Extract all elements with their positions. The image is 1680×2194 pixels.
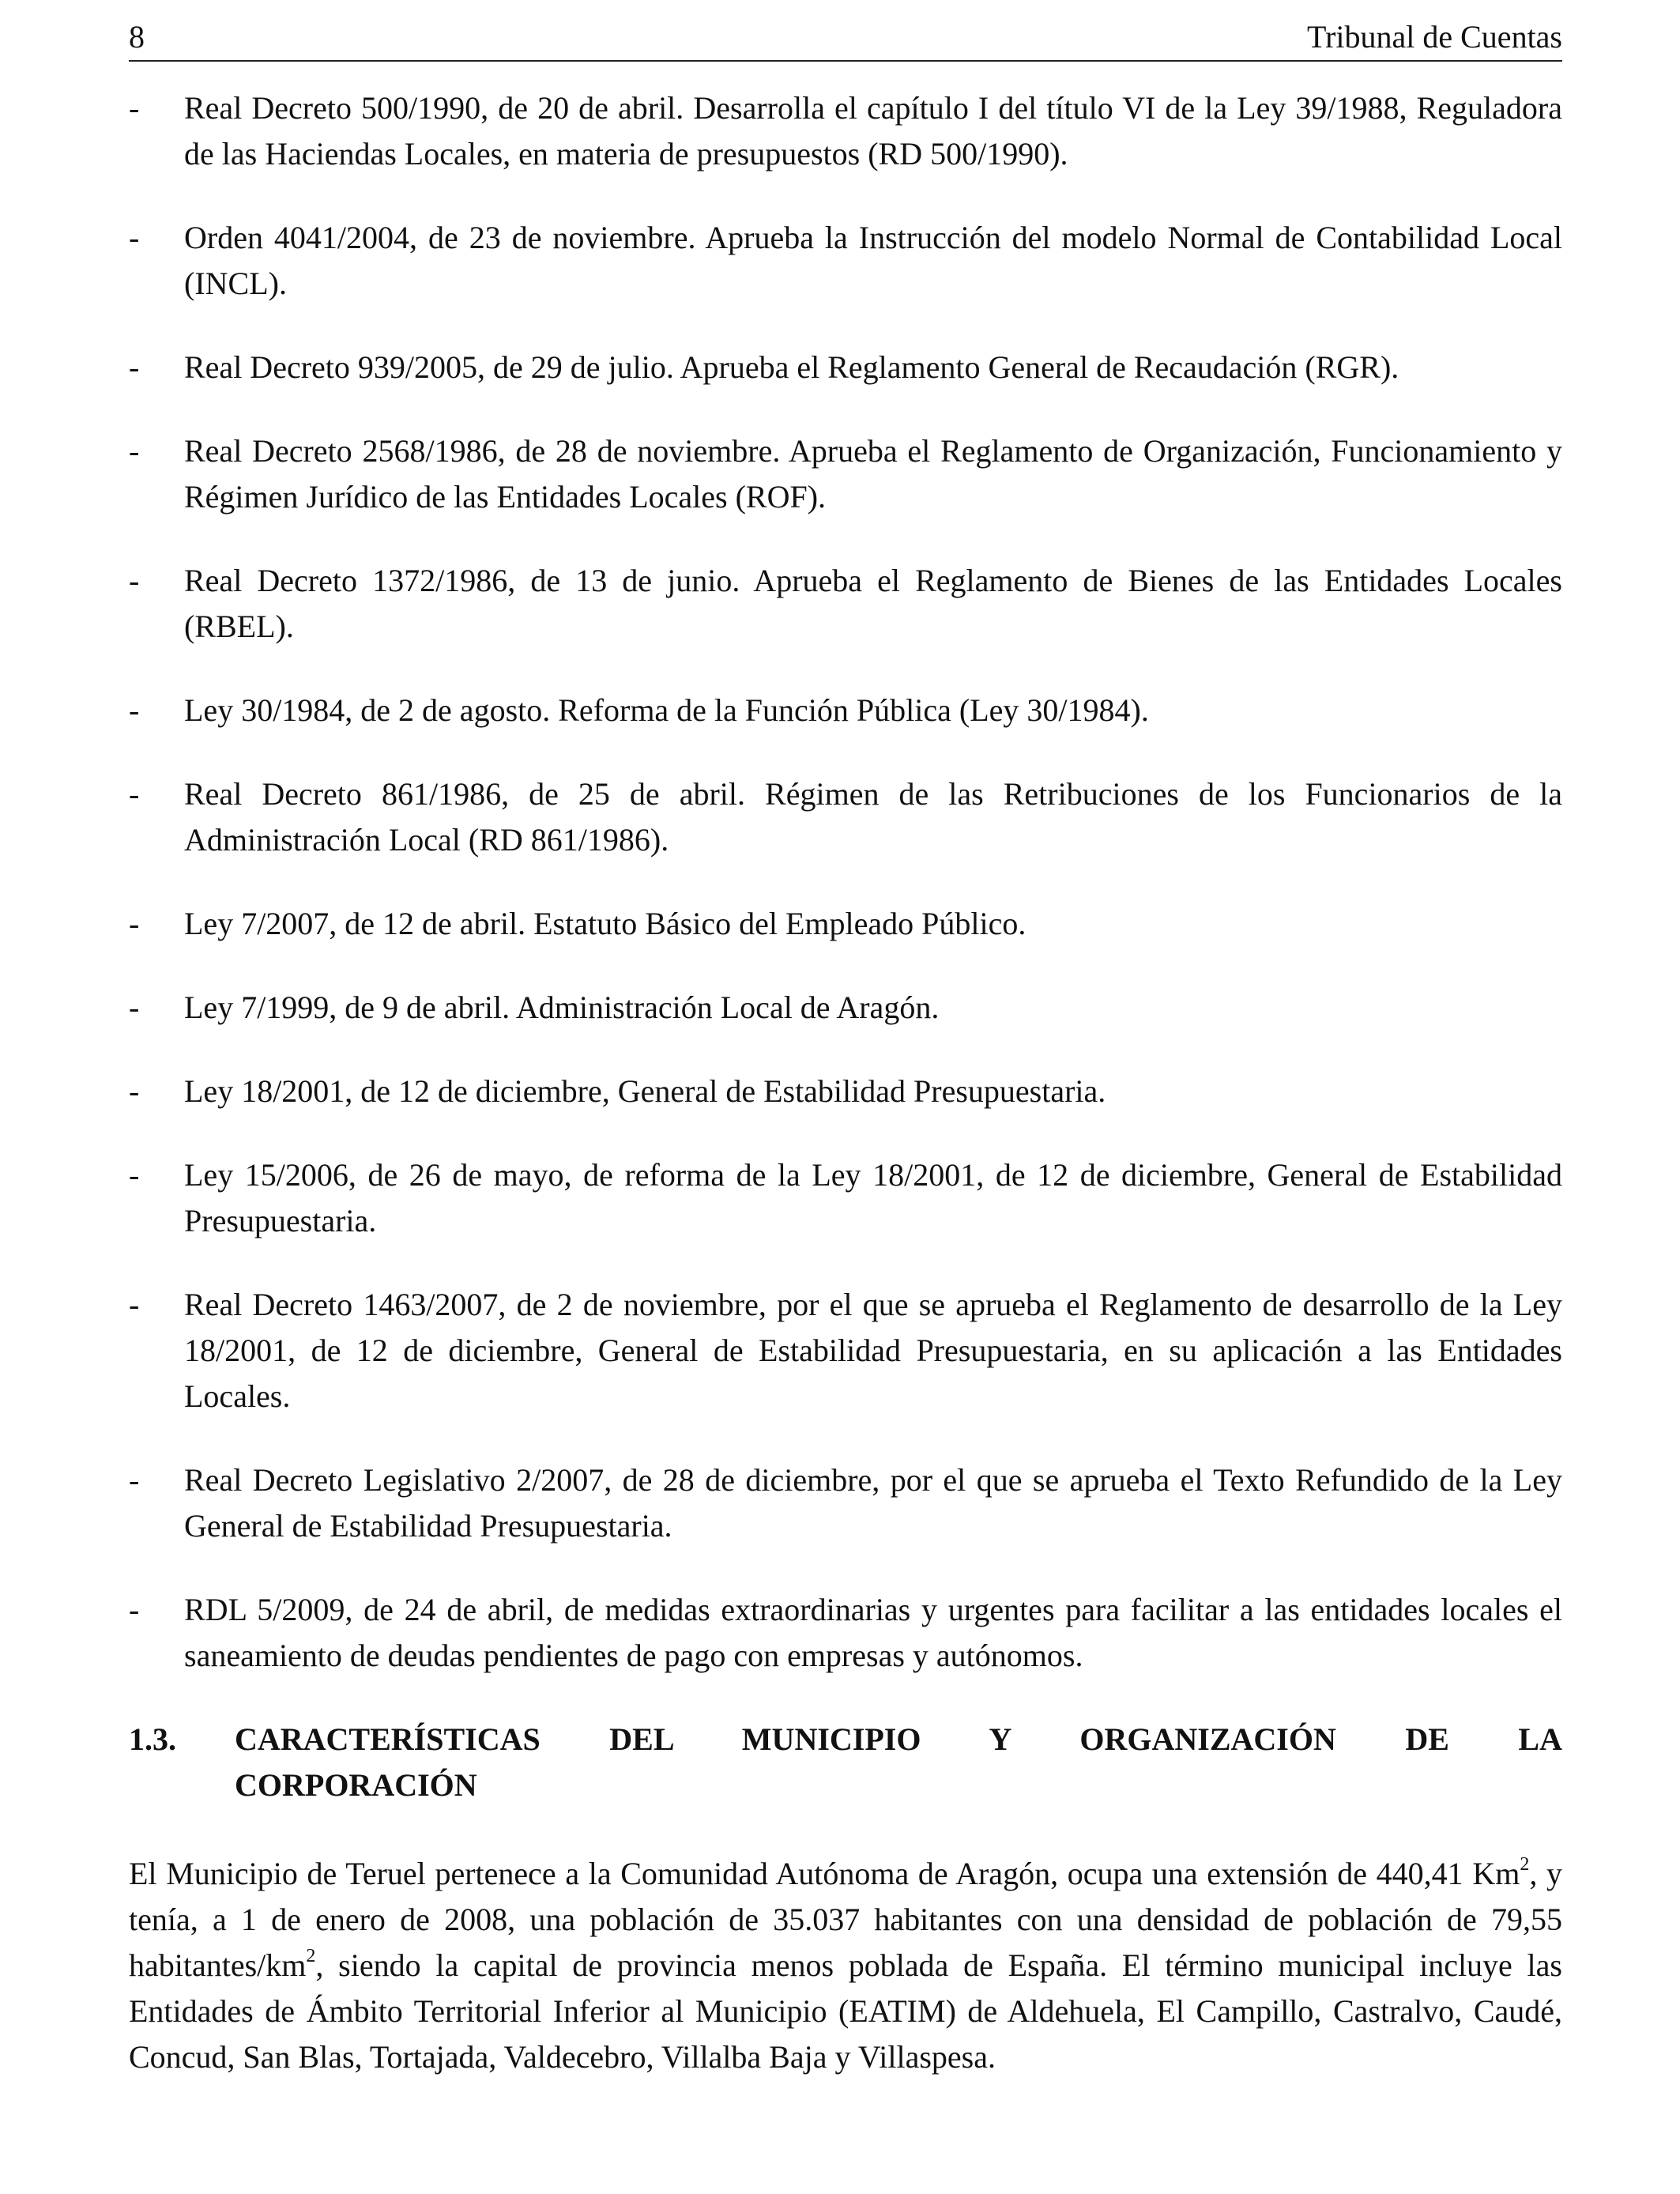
- document-page: [129, 17, 1562, 2112]
- list-dash: -: [129, 1287, 140, 1322]
- list-dash: -: [129, 1462, 140, 1498]
- paragraph-text-1: El Municipio de Teruel pertenece a la Comunidad Autónoma de Aragón, ocupa una extensión de 440,41 Km: [129, 1856, 1520, 1891]
- list-item: [129, 901, 1562, 947]
- list-item: [129, 1152, 1562, 1244]
- list-item-text: Real Decreto 1463/2007, de 2 de noviembre, por el que se aprueba el Reglamento de desarrollo de la Ley 18/2001, de 12 de diciembre, General de Estabilidad Presupuestaria, en su aplicación a las Entidades Locales.: [184, 1287, 1562, 1414]
- superscript-squared: 2: [306, 1945, 316, 1966]
- list-item-text: Ley 30/1984, de 2 de agosto. Reforma de la Función Pública (Ley 30/1984).: [184, 692, 1149, 728]
- list-item: [129, 558, 1562, 650]
- page-header: [129, 17, 1562, 62]
- list-item-text: RDL 5/2009, de 24 de abril, de medidas extraordinarias y urgentes para facilitar a las entidades locales el saneamiento de deudas pendientes de pago con empresas y autónomos.: [184, 1592, 1562, 1673]
- list-dash: -: [129, 906, 140, 941]
- list-item-text: Ley 7/2007, de 12 de abril. Estatuto Básico del Empleado Público.: [184, 906, 1026, 941]
- list-dash: -: [129, 1157, 140, 1193]
- list-item-text: Real Decreto 1372/1986, de 13 de junio. Aprueba el Reglamento de Bienes de las Entidades Locales (RBEL).: [184, 563, 1562, 644]
- list-item: [129, 1587, 1562, 1679]
- list-item: [129, 985, 1562, 1031]
- list-item: [129, 1069, 1562, 1114]
- list-item: [129, 428, 1562, 520]
- page-number: 8: [129, 19, 145, 55]
- list-item-text: Real Decreto 2568/1986, de 28 de noviembre. Aprueba el Reglamento de Organización, Funcionamiento y Régimen Jurídico de las Entidades Locales (ROF).: [184, 433, 1562, 515]
- list-dash: -: [129, 349, 140, 385]
- section-title: [235, 1717, 1562, 1808]
- list-item-text: Real Decreto Legislativo 2/2007, de 28 de diciembre, por el que se aprueba el Texto Refundido de la Ley General de Estabilidad Presupuestaria.: [184, 1462, 1562, 1544]
- list-dash: -: [129, 220, 140, 255]
- section-title-line2: CORPORACIÓN: [235, 1767, 477, 1803]
- legislation-list: [129, 85, 1562, 1679]
- header-title: Tribunal de Cuentas: [1307, 19, 1562, 55]
- list-item-text: Ley 18/2001, de 12 de diciembre, General de Estabilidad Presupuestaria.: [184, 1073, 1106, 1109]
- list-item: [129, 1282, 1562, 1419]
- list-item-text: Ley 7/1999, de 9 de abril. Administración Local de Aragón.: [184, 990, 940, 1025]
- superscript-squared: 2: [1520, 1853, 1530, 1875]
- list-dash: -: [129, 563, 140, 598]
- section-number: 1.3.: [129, 1721, 176, 1757]
- list-dash: -: [129, 692, 140, 728]
- list-item: [129, 1457, 1562, 1549]
- paragraph-text-3: , siendo la capital de provincia menos poblada de España. El término municipal incluye las Entidades de Ámbito Territorial Inferior al Municipio (EATIM) de Aldehuela, El Campillo, Castralvo, Caudé, Concud, San Blas, Tortajada, Valdecebro, Villalba Baja y Villaspesa.: [129, 1947, 1562, 2075]
- list-dash: -: [129, 90, 140, 126]
- paragraph-text-2: , y tenía, a 1 de enero de 2008, una población de 35.037 habitantes con una densidad de población de 79,55 habitantes/km: [129, 1856, 1563, 1983]
- list-item-text: Real Decreto 861/1986, de 25 de abril. Régimen de las Retribuciones de los Funcionarios de la Administración Local (RD 861/1986).: [184, 776, 1562, 858]
- list-item-text: Ley 15/2006, de 26 de mayo, de reforma de la Ley 18/2001, de 12 de diciembre, General de Estabilidad Presupuestaria.: [184, 1157, 1562, 1238]
- list-item: [129, 771, 1562, 863]
- list-dash: -: [129, 776, 140, 812]
- body-paragraph: [129, 1851, 1562, 2080]
- list-item: [129, 345, 1562, 390]
- list-dash: -: [129, 990, 140, 1025]
- list-dash: -: [129, 433, 140, 469]
- list-item-text: Real Decreto 939/2005, de 29 de julio. Aprueba el Reglamento General de Recaudación (RGR).: [184, 349, 1399, 385]
- list-item-text: Real Decreto 500/1990, de 20 de abril. Desarrolla el capítulo I del título VI de la Ley 39/1988, Reguladora de las Haciendas Locales, en materia de presupuestos (RD 500/1990).: [184, 90, 1562, 172]
- list-item-text: Orden 4041/2004, de 23 de noviembre. Aprueba la Instrucción del modelo Normal de Contabilidad Local (INCL).: [184, 220, 1562, 301]
- list-item: [129, 215, 1562, 307]
- list-dash: -: [129, 1073, 140, 1109]
- list-item: [129, 85, 1562, 177]
- list-item: [129, 688, 1562, 733]
- section-title-line1: CARACTERÍSTICAS DEL MUNICIPIO Y ORGANIZACIÓN DE LA: [235, 1721, 1562, 1757]
- section-heading: [129, 1717, 1562, 1808]
- list-dash: -: [129, 1592, 140, 1627]
